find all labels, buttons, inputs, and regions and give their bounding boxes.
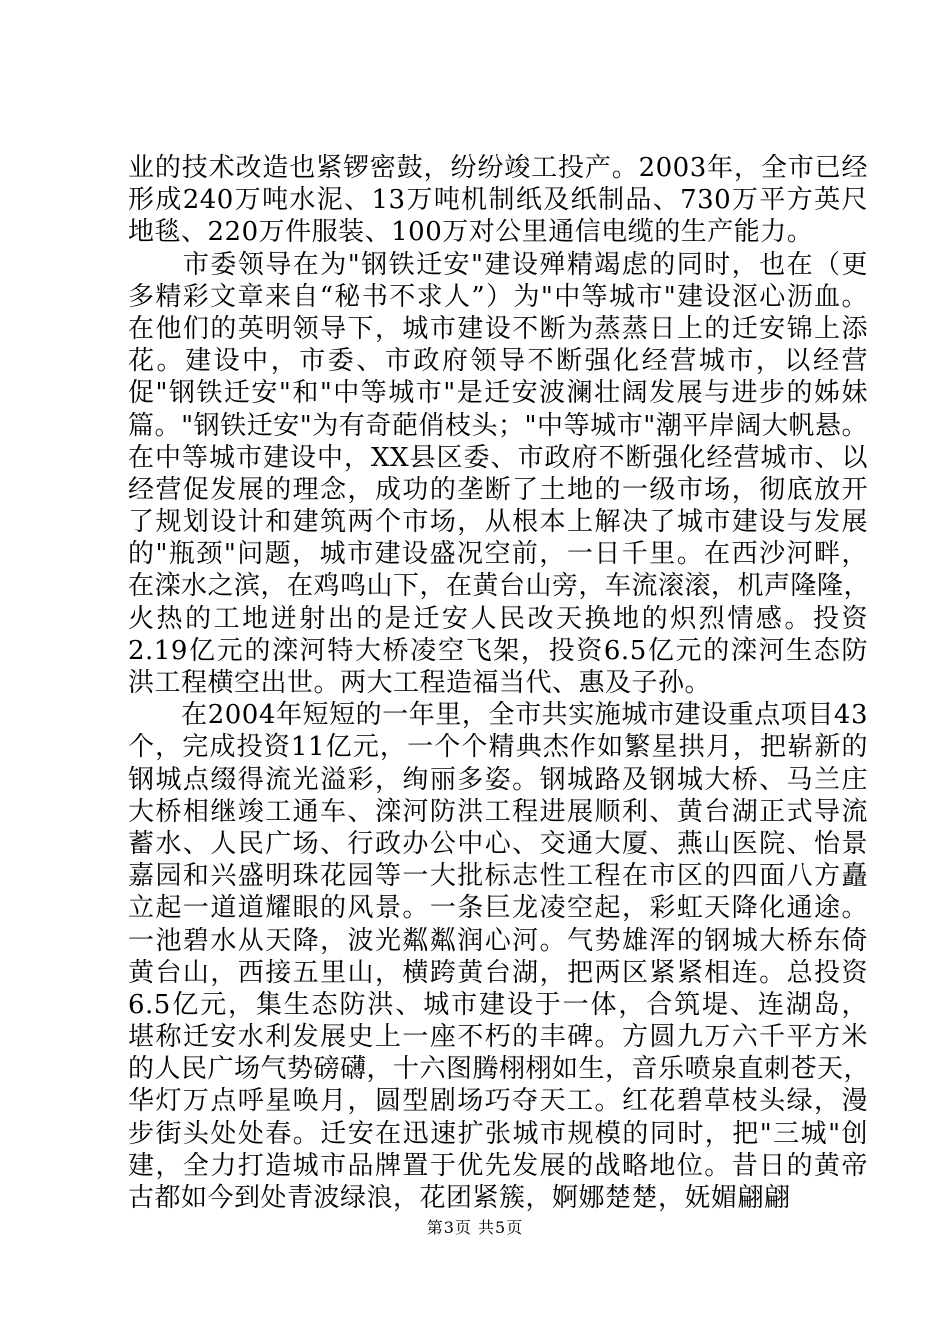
text-line: 建，全力打造城市品牌置于优先发展的战略地位。昔日的黄帝	[128, 1150, 868, 1181]
text-line: 的人民广场气势磅礴，十六图腾栩栩如生，音乐喷泉直刺苍天，	[128, 1054, 871, 1085]
text-line: 经营促发展的理念，成功的垄断了土地的一级市场，彻底放开	[128, 474, 868, 505]
text-line: 堪称迁安水利发展史上一座不朽的丰碑。方圆九万六千平方米	[128, 1022, 868, 1053]
body-text	[128, 152, 871, 1214]
text-line: 火热的工地迸射出的是迁安人民改天换地的炽烈情感。投资	[128, 603, 868, 634]
text-line: 大桥相继竣工通车、滦河防洪工程进展顺利、黄台湖正式导流	[128, 796, 868, 827]
text-line: 业的技术改造也紧锣密鼓，纷纷竣工投产。2003年，全市已经	[128, 153, 868, 183]
text-line: 6.5亿元，集生态防洪、城市建设于一体，合筑堤、连湖岛，	[128, 989, 868, 1020]
text-line: 个，完成投资11亿元，一个个精典杰作如繁星拱月，把崭新的	[128, 732, 868, 763]
page-footer: 第3页 共5页	[426, 1218, 524, 1237]
text-line: 了规划设计和建筑两个市场，从根本上解决了城市建设与发展	[128, 507, 868, 538]
text-line: 促"钢铁迁安"和"中等城市"是迁安波澜壮阔发展与进步的姊妹	[128, 378, 868, 409]
text-line: 地毯、220万件服装、100万对公里通信电缆的生产能力。	[128, 217, 814, 248]
text-line: 形成240万吨水泥、13万吨机制纸及纸制品、730万平方英尺	[128, 185, 868, 216]
text-line: 花。建设中，市委、市政府领导不断强化经营城市，以经营	[128, 346, 868, 377]
text-line: 一池碧水从天降，波光粼粼润心河。气势雄浑的钢城大桥东倚	[128, 925, 868, 956]
text-line: 钢城点缀得流光溢彩，绚丽多姿。钢城路及钢城大桥、马兰庄	[128, 764, 868, 795]
text-line: 在中等城市建设中，XX县区委、市政府不断强化经营城市、以	[128, 442, 868, 473]
text-line: 嘉园和兴盛明珠花园等一大批标志性工程在市区的四面八方矗	[128, 861, 868, 892]
text-line: 步街头处处春。迁安在迅速扩张城市规模的同时，把"三城"创	[128, 1118, 868, 1149]
text-line: 黄台山，西接五里山，横跨黄台湖，把两区紧紧相连。总投资	[128, 957, 868, 988]
text-line: 在2004年短短的一年里，全市共实施城市建设重点项目43	[128, 700, 868, 731]
text-line: 在他们的英明领导下，城市建设不断为蒸蒸日上的迁安锦上添	[128, 313, 868, 344]
text-line: 篇。"钢铁迁安"为有奇葩俏枝头；"中等城市"潮平岸阔大帆悬。	[128, 410, 868, 441]
text-line: 古都如今到处青波绿浪，花团紧簇，婀娜楚楚，妩媚翩翩	[128, 1183, 791, 1213]
text-line: 2.19亿元的滦河特大桥凌空飞架，投资6.5亿元的滦河生态防	[128, 635, 868, 666]
text-line: 多精彩文章来自“秘书不求人”）为"中等城市"建设沤心沥血。	[128, 281, 868, 312]
text-line: 洪工程横空出世。两大工程造福当代、惠及子孙。	[128, 668, 712, 698]
text-line: 华灯万点呼星唤月，圆型剧场巧夺天工。红花碧草枝头绿，漫	[128, 1086, 868, 1117]
text-line: 在滦水之滨，在鸡鸣山下，在黄台山旁，车流滚滚，机声隆隆，	[128, 571, 871, 602]
text-line: 市委领导在为"钢铁迁安"建设殚精竭虑的同时，也在（更	[128, 249, 868, 280]
text-line: 立起一道道耀眼的风景。一条巨龙凌空起，彩虹天降化通途。	[128, 893, 868, 924]
text-line: 的"瓶颈"问题，城市建设盛况空前，一日千里。在西沙河畔，	[128, 539, 868, 570]
text-line: 蓄水、人民广场、行政办公中心、交通大厦、燕山医院、怡景	[128, 828, 868, 859]
